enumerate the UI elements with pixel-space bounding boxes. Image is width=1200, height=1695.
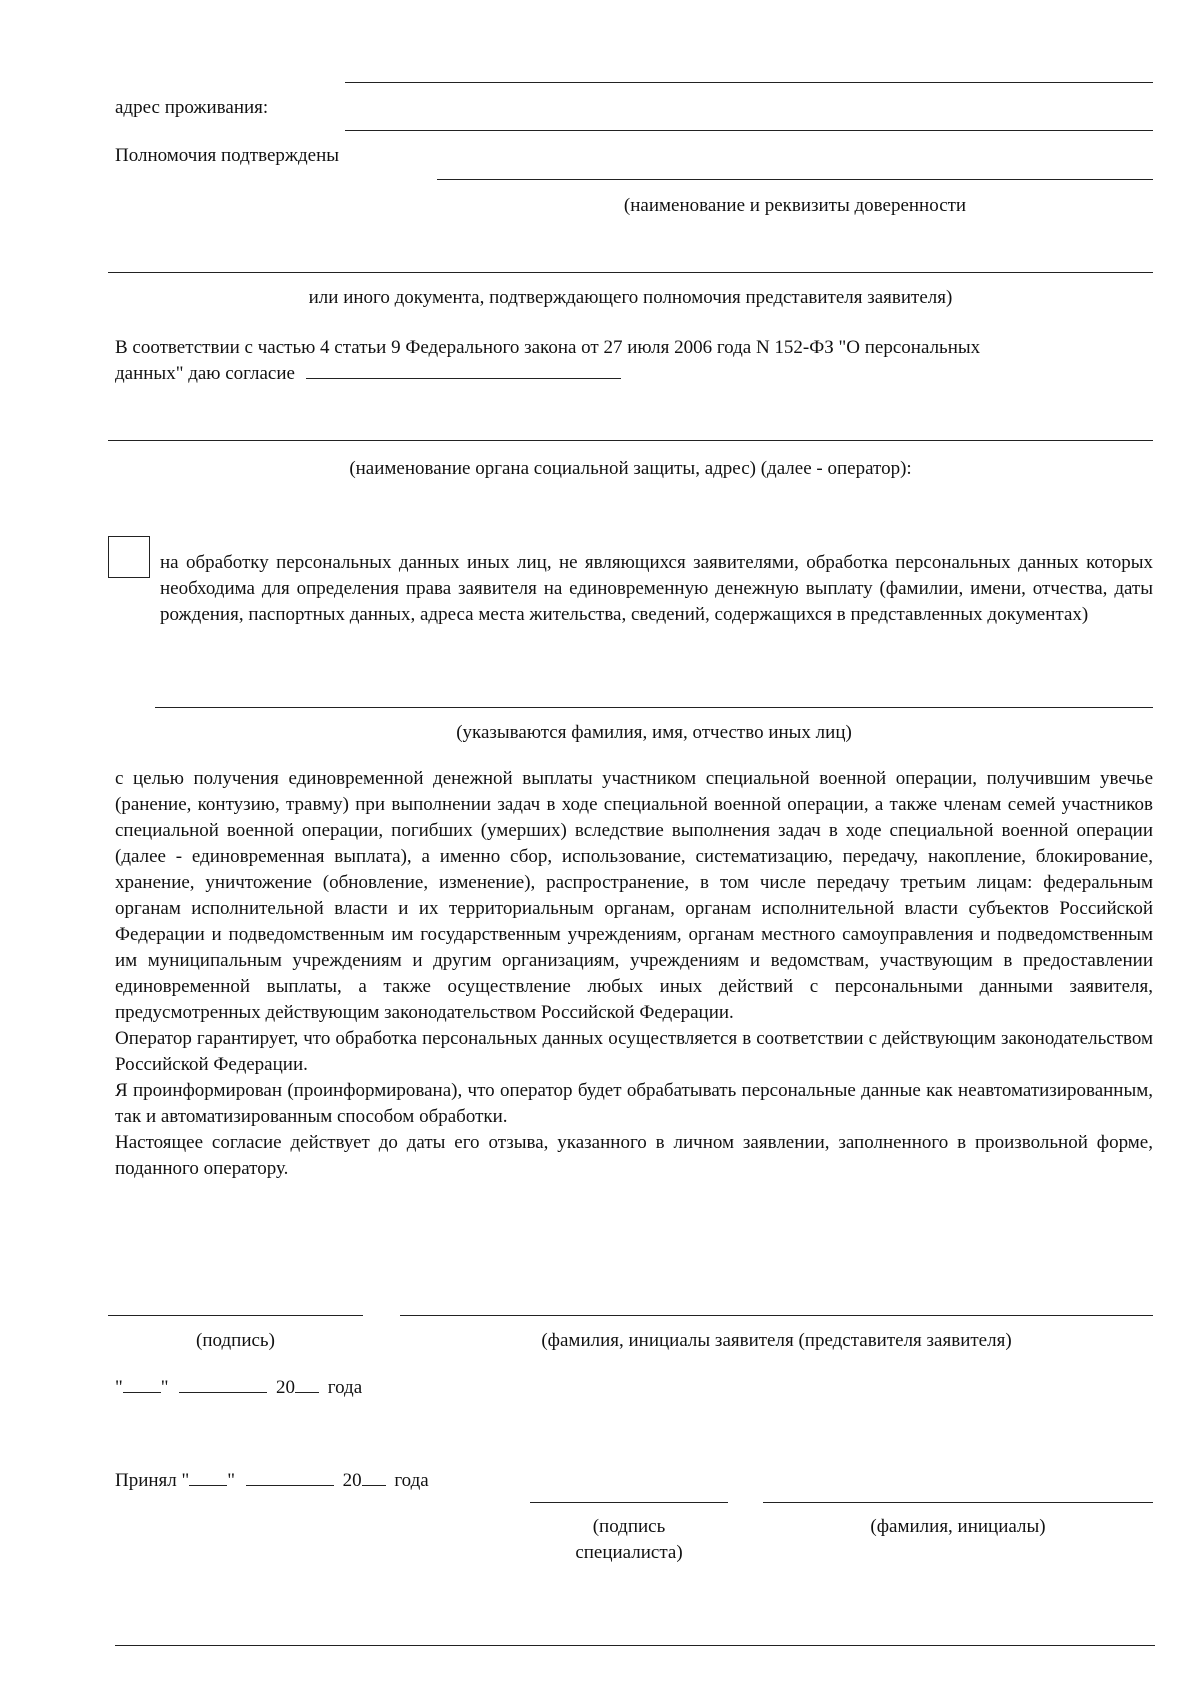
applicant-name-label: (фамилия, инициалы заявителя (представителя заявителя) bbox=[541, 1330, 1012, 1351]
specialist-signature-label bbox=[530, 1514, 728, 1566]
accepted-day-blank[interactable] bbox=[189, 1467, 227, 1486]
date-day-blank[interactable] bbox=[123, 1374, 161, 1393]
date-month-blank[interactable] bbox=[179, 1374, 267, 1393]
accepted-row bbox=[115, 1467, 429, 1494]
specialist-signature-label-1: (подпись bbox=[592, 1516, 666, 1537]
accepted-month-blank[interactable] bbox=[246, 1467, 334, 1486]
checkbox-item-text: на обработку персональных данных иных лиц, не являющихся заявителями, обработка персональных данных которых необходима для определения права заявителя на единовременную денежную выплату (фамилии, имени, отчества, даты рождения, паспортных данных, адреса места жительства, сведений, содержащихся в представленных документах) bbox=[160, 552, 1153, 625]
signature-input-line[interactable] bbox=[108, 1315, 363, 1316]
applicant-name-input-line[interactable] bbox=[400, 1315, 1153, 1316]
other-persons-hint: (указываются фамилия, имя, отчество иных лиц) bbox=[456, 722, 852, 743]
authority-input-line[interactable] bbox=[437, 179, 1153, 180]
specialist-name-line[interactable] bbox=[763, 1502, 1153, 1503]
accepted-suffix: года bbox=[394, 1470, 429, 1491]
accepted-quote-close: " bbox=[227, 1470, 236, 1491]
purpose-paragraph: с целью получения единовременной денежной выплаты участником специальной военной операции, получившим увечье (ранение, контузию, травму) при выполнении задач в ходе специальной военной операции, а также членам семей участников специальной военной операции, погибших (умерших) вследствие выполнения задач в ходе специальной военной операции (далее - единовременная выплата), а именно сбор, использование, систематизацию, передачу, накопление, блокирование, хранение, уничтожение (обновление, изменение), распространение, в том числе передачу третьим лицам: федеральным органам исполнительной власти и их территориальным органам, органам исполнительной власти субъектов Российской Федерации и подведомственным им государственным учреждениям, органам местного самоуправления и подведомственным им муниципальным учреждениям и другим организациям, учреждениям и ведомствам, участвующим в предоставлении единовременной выплаты, а также осуществление любых иных действий с персональными данными заявителя, предусмотренных действующим законодательством Российской Федерации. bbox=[115, 768, 1153, 1023]
top-blank-line[interactable] bbox=[345, 82, 1153, 83]
consent-intro-line-2: данных" даю согласие bbox=[115, 363, 295, 384]
authority-hint-2: или иного документа, подтверждающего полномочия представителя заявителя) bbox=[308, 287, 953, 308]
signature-date-row bbox=[115, 1374, 362, 1401]
specialist-signature-line[interactable] bbox=[530, 1502, 728, 1503]
consent-intro-line-1: В соответствии с частью 4 статьи 9 Федерального закона от 27 июля 2006 года N 152-ФЗ "О персональных bbox=[115, 337, 981, 358]
operator-hint: (наименование органа социальной защиты, адрес) (далее - оператор): bbox=[349, 458, 912, 479]
authority-label: Полномочия подтверждены bbox=[115, 145, 340, 166]
other-persons-input-line[interactable] bbox=[155, 707, 1153, 708]
validity-paragraph: Настоящее согласие действует до даты его отзыва, указанного в личном заявлении, заполненного в произвольной форме, поданного оператору. bbox=[115, 1132, 1153, 1179]
consent-intro-line-2-wrap bbox=[115, 360, 621, 387]
accepted-year-prefix: 20 bbox=[342, 1470, 362, 1491]
informed-paragraph: Я проинформирован (проинформирована), что оператор будет обрабатывать персональные данные как неавтоматизированным, так и автоматизированным способом обработки. bbox=[115, 1080, 1153, 1127]
date-year-blank[interactable] bbox=[295, 1374, 319, 1393]
consent-checkbox[interactable] bbox=[108, 536, 150, 578]
consent-operator-blank[interactable] bbox=[306, 360, 621, 379]
address-input-line[interactable] bbox=[345, 130, 1153, 131]
date-suffix: года bbox=[327, 1377, 363, 1398]
consent-body bbox=[115, 766, 1153, 1182]
accepted-year-blank[interactable] bbox=[362, 1467, 386, 1486]
signature-label: (подпись) bbox=[196, 1330, 275, 1351]
accepted-label: Принял " bbox=[115, 1470, 190, 1491]
specialist-name-label: (фамилия, инициалы) bbox=[870, 1516, 1046, 1537]
operator-input-line[interactable] bbox=[108, 440, 1153, 441]
specialist-signature-label-2: специалиста) bbox=[575, 1542, 683, 1563]
authority-hint-1: (наименование и реквизиты доверенности bbox=[623, 195, 967, 216]
date-year-prefix: 20 bbox=[276, 1377, 296, 1398]
address-label: адрес проживания: bbox=[115, 97, 269, 118]
date-quote-open: " bbox=[115, 1377, 123, 1398]
bottom-divider bbox=[115, 1645, 1155, 1646]
date-quote-close: " bbox=[160, 1377, 169, 1398]
authority-input-line-2[interactable] bbox=[108, 272, 1153, 273]
guarantee-paragraph: Оператор гарантирует, что обработка персональных данных осуществляется в соответствии с действующим законодательством Российской Федерации. bbox=[115, 1028, 1153, 1075]
